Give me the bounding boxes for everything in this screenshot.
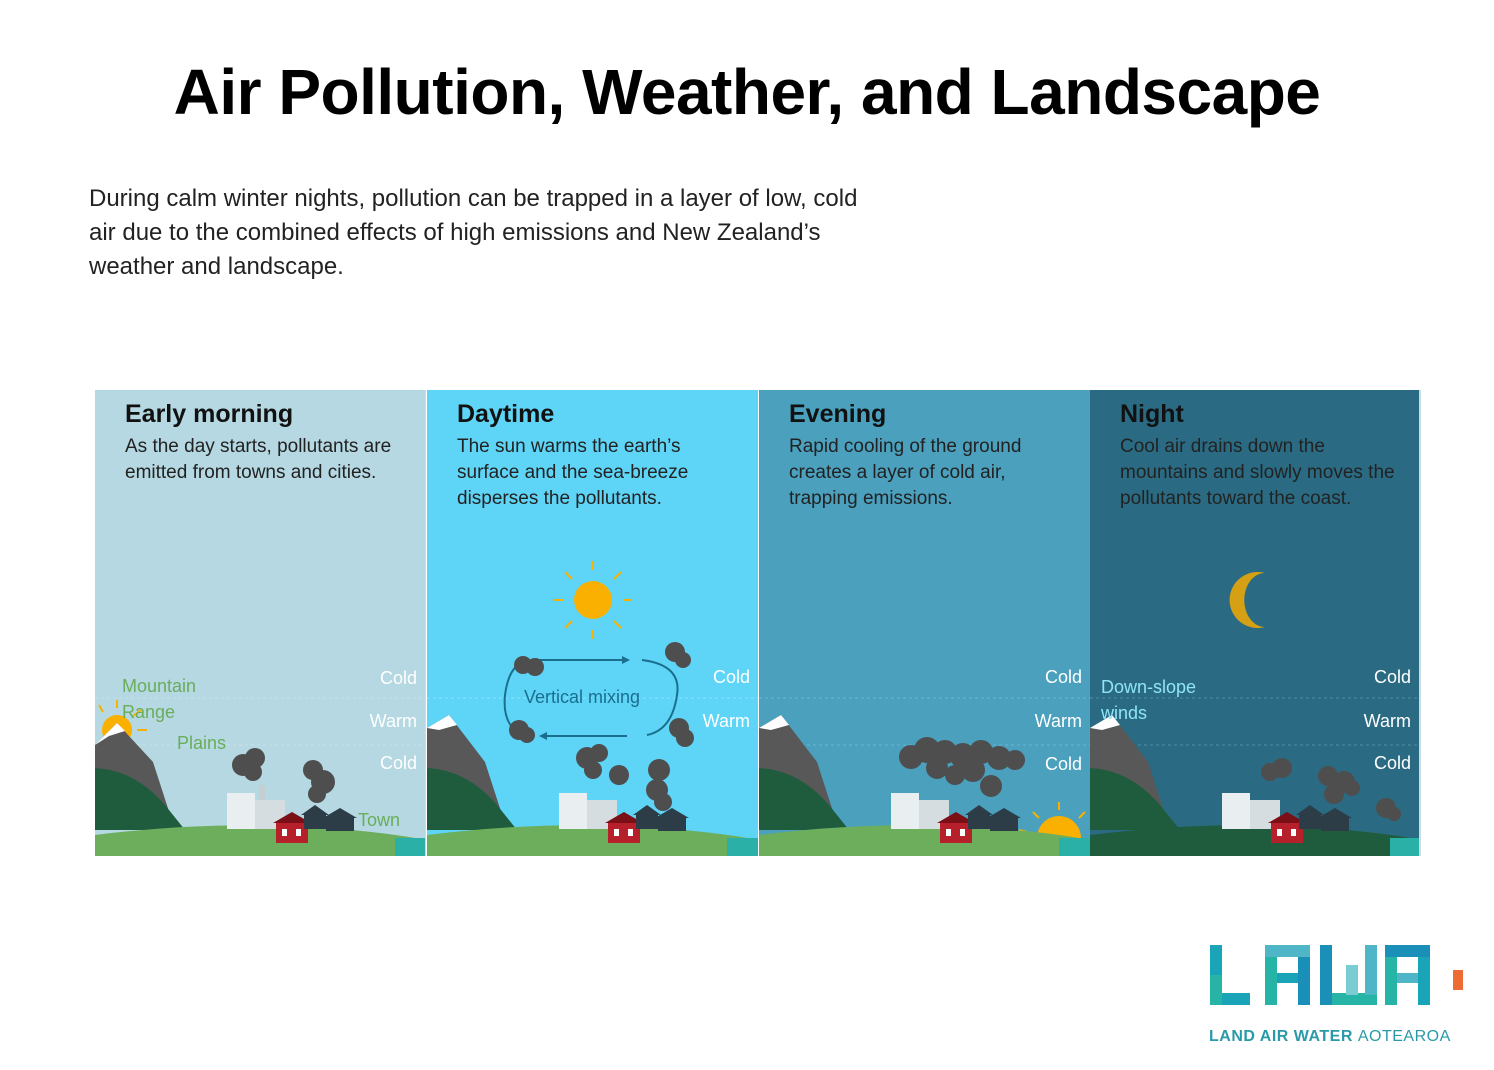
layer-label-warm: Warm: [1034, 711, 1082, 731]
panel-description: The sun warms the earth’s surface and the sea-breeze disperses the pollutants.: [457, 436, 689, 509]
town-houses-icon: [1296, 805, 1352, 831]
logo-subtitle: [1209, 1028, 1451, 1046]
panel-title: Night: [1120, 400, 1184, 428]
panel-early-morning: [95, 390, 426, 856]
layer-label-cold: Cold: [712, 667, 750, 687]
panel-title: Evening: [789, 400, 887, 428]
layer-label-cold: Cold: [379, 753, 417, 773]
layer-label-cold: Cold: [1373, 753, 1411, 773]
panel-daytime: [427, 390, 758, 856]
panel-description: Cool air drains down the mountains and slowly moves the pollutants toward the coast.: [1120, 436, 1395, 509]
panel-description: Rapid cooling of the ground creates a layer of cold air, trapping emissions.: [789, 436, 1022, 509]
vertical-mixing-label: Vertical mixing: [524, 687, 641, 707]
trapped-smoke-icon: [899, 737, 1025, 797]
layer-label-cold: Cold: [1044, 667, 1082, 687]
panel-night: [1090, 390, 1421, 856]
logo-letter-l: [1210, 945, 1250, 1005]
panel-description: As the day starts, pollutants are emitted from towns and cities.: [125, 436, 392, 483]
layer-label-warm: Warm: [1363, 711, 1411, 731]
layer-label-warm: Warm: [369, 711, 417, 731]
layer-label-warm: Warm: [702, 711, 750, 731]
logo-letter-w: [1320, 945, 1377, 1005]
panel-title: Early morning: [125, 400, 294, 428]
town-label: Town: [358, 810, 401, 830]
layer-label-cold: Cold: [1044, 754, 1082, 774]
mountain-range-label: Mountain Range: [122, 676, 197, 722]
page-title: Air Pollution, Weather, and Landscape: [173, 56, 1321, 128]
logo-letter-a2: [1385, 945, 1463, 1005]
layer-label-cold: Cold: [379, 668, 417, 688]
layer-label-cold: Cold: [1373, 667, 1411, 687]
moon-icon: [1230, 572, 1265, 628]
panel-title: Daytime: [457, 400, 555, 428]
intro-text: During calm winter nights, pollution can be trapped in a layer of low, cold air due to the combined effects of high emissions and New Zealand’s weather and landscape.: [89, 185, 858, 280]
panel-evening: [759, 390, 1090, 856]
sun-icon: [554, 561, 632, 639]
logo-subtitle-rest: AOTEAROA: [1357, 1028, 1451, 1045]
logo-subtitle-bold: LAND AIR WATER: [1209, 1028, 1353, 1045]
plains-label: Plains: [177, 733, 227, 753]
town-houses-icon: [301, 805, 357, 831]
town-houses-icon: [965, 805, 1021, 831]
down-slope-winds-label: Down-slope winds: [1101, 677, 1197, 723]
logo-letter-a: [1265, 945, 1310, 1005]
